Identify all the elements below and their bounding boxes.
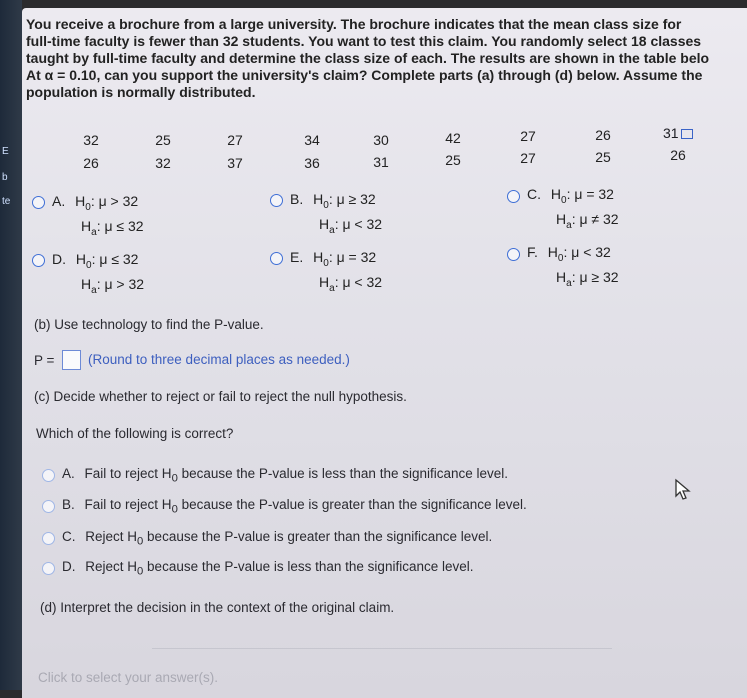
- table-cell: 27: [227, 132, 243, 148]
- option-text: Reject H: [85, 559, 138, 574]
- part-b-prompt: (b) Use technology to find the P-value.: [34, 317, 264, 332]
- h-subscript: 0: [86, 259, 92, 271]
- h-symbol: H: [556, 211, 567, 227]
- p-value-label: P =: [34, 353, 55, 368]
- option-text: Fail to reject H: [84, 466, 172, 481]
- hypothesis-relation: : μ > 32: [90, 193, 139, 209]
- radio-b[interactable]: [270, 194, 283, 207]
- hypothesis-relation: : μ = 32: [566, 186, 614, 202]
- table-cell: 37: [227, 155, 243, 171]
- option-letter: D.: [62, 559, 76, 574]
- option-text: because the P-value is greater than the significance level.: [177, 497, 527, 512]
- question-line: full-time faculty is fewer than 32 students. You want to test this claim. You randomly select 18 classes: [26, 33, 702, 49]
- option-letter: D.: [52, 251, 66, 267]
- h-symbol: H: [547, 244, 558, 260]
- question-line: You receive a brochure from a large university. The brochure indicates that the mean class size for: [26, 16, 682, 32]
- radio-f[interactable]: [507, 248, 520, 261]
- h-subscript: 0: [85, 201, 91, 213]
- h-symbol: H: [319, 216, 330, 232]
- hypothesis-relation: : μ < 32: [563, 244, 611, 260]
- h-subscript: 0: [323, 199, 329, 211]
- table-cell: 25: [445, 152, 461, 168]
- h-symbol: H: [319, 274, 330, 290]
- h-subscript: 0: [137, 535, 144, 548]
- hypothesis-relation: : μ = 32: [328, 249, 377, 265]
- hypothesis-relation: : μ ≠ 32: [571, 211, 619, 227]
- h-subscript: a: [566, 219, 572, 231]
- h-subscript: a: [91, 284, 97, 296]
- option-e-h0[interactable]: [290, 249, 376, 269]
- radio-c-a[interactable]: [42, 469, 55, 482]
- part-d-prompt: (d) Interpret the decision in the context of the original claim.: [40, 600, 395, 615]
- h-symbol: H: [75, 193, 86, 209]
- h-symbol: H: [313, 249, 324, 265]
- table-cell: 30: [373, 132, 389, 148]
- option-letter: F.: [527, 244, 538, 260]
- left-strip-label: b: [2, 172, 8, 183]
- table-cell: 31: [663, 125, 679, 141]
- option-text: because the P-value is less than the significance level.: [143, 559, 474, 574]
- h-symbol: H: [81, 276, 92, 292]
- table-cell: 27: [520, 150, 536, 166]
- hypothesis-relation: : μ ≤ 32: [91, 251, 139, 267]
- hypothesis-relation: : μ ≥ 32: [571, 269, 619, 285]
- h-subscript: 0: [137, 565, 144, 578]
- option-letter: C.: [527, 186, 541, 202]
- table-cell: 32: [83, 132, 99, 148]
- h-subscript: 0: [323, 257, 329, 269]
- radio-c-b[interactable]: [42, 500, 55, 513]
- h-symbol: H: [81, 218, 92, 234]
- table-cell: 26: [670, 147, 686, 163]
- option-text: Reject H: [85, 529, 138, 544]
- radio-d[interactable]: [32, 254, 45, 267]
- option-letter: E.: [290, 249, 304, 265]
- part-c-prompt: (c) Decide whether to reject or fail to reject the null hypothesis.: [34, 389, 407, 404]
- hypothesis-relation: : μ < 32: [334, 216, 383, 232]
- radio-a[interactable]: [32, 196, 45, 209]
- h-subscript: a: [566, 277, 572, 289]
- radio-c-d[interactable]: [42, 562, 55, 575]
- table-cell: 26: [595, 127, 611, 143]
- option-f-h0[interactable]: [527, 244, 611, 264]
- option-c-a[interactable]: [62, 466, 508, 485]
- table-cell-last: [663, 125, 693, 141]
- option-letter: C.: [62, 529, 76, 544]
- h-subscript: a: [91, 226, 97, 238]
- h-subscript: 0: [171, 472, 178, 485]
- hypothesis-relation: : μ ≥ 32: [328, 191, 376, 207]
- table-cell: 42: [445, 130, 461, 146]
- p-value-input[interactable]: [62, 350, 81, 370]
- option-f-ha: [556, 269, 619, 289]
- option-b-h0[interactable]: [290, 191, 376, 211]
- round-hint: (Round to three decimal places as needed.): [88, 352, 350, 367]
- option-a-ha: [81, 218, 144, 238]
- question-line: taught by full-time faculty and determine the class size of each. The results are shown in the table belo: [26, 50, 710, 66]
- table-cell: 27: [520, 128, 536, 144]
- part-c-question: Which of the following is correct?: [36, 426, 234, 441]
- table-cell: 26: [83, 155, 99, 171]
- h-symbol: H: [550, 186, 562, 202]
- left-strip-label: te: [2, 196, 11, 207]
- option-b-ha: [319, 216, 382, 236]
- table-cell: 25: [595, 149, 611, 165]
- h-symbol: H: [75, 251, 87, 267]
- mouse-cursor-icon: [674, 478, 696, 502]
- option-c-b[interactable]: [62, 497, 527, 516]
- option-c-c[interactable]: [62, 529, 492, 548]
- table-cell: 31: [373, 154, 389, 170]
- question-panel: [22, 8, 747, 698]
- option-c-d[interactable]: [62, 559, 474, 578]
- footer-status: Click to select your answer(s).: [38, 670, 219, 685]
- option-e-ha: [319, 274, 382, 294]
- radio-c[interactable]: [507, 190, 520, 203]
- h-subscript: 0: [557, 252, 564, 264]
- option-d-ha: [81, 276, 144, 296]
- question-line: population is normally distributed.: [26, 84, 256, 100]
- radio-c-c[interactable]: [42, 532, 55, 545]
- table-cell: 36: [304, 155, 320, 171]
- radio-e[interactable]: [270, 252, 283, 265]
- option-text: Fail to reject H: [84, 497, 172, 512]
- option-c-ha: [556, 211, 619, 231]
- option-letter: B.: [62, 497, 75, 512]
- option-letter: B.: [290, 191, 304, 207]
- hypothesis-relation: : μ < 32: [334, 274, 383, 290]
- table-cell: 25: [155, 132, 171, 148]
- h-subscript: 0: [171, 503, 178, 516]
- option-c-h0[interactable]: [527, 186, 614, 206]
- option-letter: A.: [62, 466, 75, 481]
- option-text: because the P-value is greater than the significance level.: [143, 529, 493, 544]
- option-a-h0[interactable]: [52, 193, 138, 213]
- option-letter: A.: [52, 193, 66, 209]
- question-line: At α = 0.10, can you support the university's claim? Complete parts (a) through (d) below. Assume the: [26, 67, 703, 83]
- h-symbol: H: [556, 269, 567, 285]
- option-text: because the P-value is less than the significance level.: [177, 466, 509, 481]
- section-divider: [152, 648, 612, 649]
- copy-table-icon[interactable]: [681, 129, 693, 139]
- table-cell: 32: [155, 155, 171, 171]
- h-subscript: a: [329, 224, 335, 236]
- table-cell: 34: [304, 132, 320, 148]
- h-subscript: 0: [561, 194, 567, 206]
- h-subscript: a: [329, 282, 335, 294]
- h-symbol: H: [313, 191, 324, 207]
- hypothesis-relation: : μ ≤ 32: [96, 218, 144, 234]
- hypothesis-relation: : μ > 32: [96, 276, 145, 292]
- option-d-h0[interactable]: [52, 251, 138, 271]
- left-window-strip: [0, 0, 22, 690]
- left-strip-label: E: [2, 146, 9, 157]
